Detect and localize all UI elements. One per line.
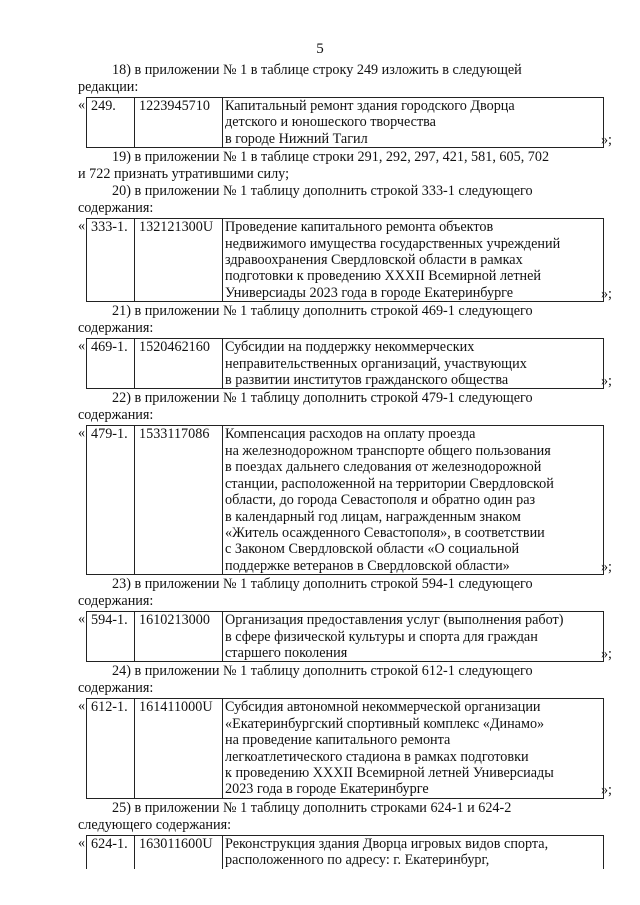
description-cell	[223, 339, 603, 388]
row-number-cell: 624-1.	[87, 836, 135, 869]
description-cell	[223, 219, 603, 301]
opening-quote: «	[78, 611, 86, 628]
table-row-insert	[78, 835, 612, 869]
opening-quote: «	[78, 97, 86, 113]
row-number-cell: 594-1.	[87, 612, 135, 661]
table-row	[86, 218, 604, 302]
description-line: на железнодорожном транспорте общего пользования	[225, 442, 551, 459]
paragraph: 21) в приложении № 1 таблицу дополнить строкой 469-1 следующего	[112, 303, 533, 320]
description-cell	[223, 98, 603, 147]
table-row	[86, 835, 604, 869]
table-row	[86, 425, 604, 575]
description-line: Компенсация расходов на оплату проезда	[225, 426, 476, 443]
target-code-cell: 1223945710	[135, 98, 223, 147]
opening-quote: «	[78, 338, 86, 355]
target-code-cell: 1610213000	[135, 612, 223, 661]
row-number-cell: 479-1.	[87, 426, 135, 574]
description-line: в городе Нижний Тагил	[225, 130, 368, 147]
opening-quote: «	[78, 425, 86, 442]
row-number-cell: 469-1.	[87, 339, 135, 388]
table-row-insert	[78, 425, 612, 575]
description-line: Капитальный ремонт здания городского Дворца	[225, 98, 515, 114]
opening-quote: «	[78, 834, 86, 851]
target-code-cell: 161411000U	[135, 699, 223, 797]
row-number-cell: 333-1.	[87, 219, 135, 301]
table-row-insert	[78, 97, 612, 148]
target-code-cell: 163011600U	[135, 836, 223, 869]
row-number-cell: 249.	[87, 98, 135, 147]
description-line: неправительственных организаций, участвующих	[225, 355, 527, 372]
document-body	[78, 62, 612, 870]
description-line: в поездах дальнего следования от железнодорожной	[225, 459, 542, 476]
description-line: 2023 года в городе Екатеринбурге	[225, 781, 429, 798]
closing-quote: »;	[600, 645, 612, 662]
paragraph: 25) в приложении № 1 таблицу дополнить строками 624-1 и 624-2	[112, 799, 512, 816]
paragraph: 24) в приложении № 1 таблицу дополнить строкой 612-1 следующего	[112, 663, 533, 680]
description-line: старшего поколения	[225, 644, 348, 661]
description-line: здравоохранения Свердловской области в рамках	[225, 252, 523, 269]
description-line: станции, расположенной на территории Свердловской	[225, 475, 554, 492]
description-line: «Житель осажденного Севастополя», в соответствии	[225, 524, 545, 541]
paragraph: 20) в приложении № 1 таблицу дополнить строкой 333-1 следующего	[112, 183, 533, 200]
paragraph: 22) в приложении № 1 таблицу дополнить строкой 479-1 следующего	[112, 390, 533, 407]
description-cell	[223, 836, 603, 869]
description-line: в сфере физической культуры и спорта для граждан	[225, 628, 538, 645]
opening-quote: «	[78, 698, 86, 715]
description-line: в календарный год лицам, награжденным знаком	[225, 508, 521, 525]
closing-quote: »;	[600, 131, 612, 148]
page-number: 5	[316, 41, 324, 57]
description-line: подготовки к проведению XXXII Всемирной летней	[225, 268, 542, 285]
description-line: Проведение капитального ремонта объектов	[225, 219, 494, 236]
closing-quote: »;	[600, 782, 612, 799]
description-line: к проведению XXXII Всемирной летней Универсиады	[225, 764, 554, 781]
paragraph-continuation: содержания:	[78, 593, 154, 610]
paragraph-continuation: содержания:	[78, 320, 154, 337]
paragraph: 23) в приложении № 1 таблицу дополнить строкой 594-1 следующего	[112, 576, 533, 593]
closing-quote: »;	[600, 373, 612, 390]
paragraph: 18) в приложении № 1 в таблице строку 249 изложить в следующей	[112, 62, 522, 78]
description-line: области, до города Севастополя и обратно один раз	[225, 492, 536, 509]
description-cell	[223, 699, 603, 797]
description-line: расположенного по адресу: г. Екатеринбург,	[225, 852, 490, 869]
description-line: Организация предоставления услуг (выполнения работ)	[225, 612, 564, 629]
paragraph-continuation: следующего содержания:	[78, 816, 232, 833]
target-code-cell: 1533117086	[135, 426, 223, 574]
table-row-insert	[78, 218, 612, 302]
table-row-insert	[78, 611, 612, 662]
row-number-cell: 612-1.	[87, 699, 135, 797]
paragraph-continuation: содержания:	[78, 200, 154, 217]
description-cell	[223, 612, 603, 661]
description-line: Субсидия автономной некоммерческой организации	[225, 699, 541, 716]
closing-quote: »;	[600, 285, 612, 302]
paragraph-continuation: редакции:	[78, 79, 139, 95]
table-row	[86, 611, 604, 662]
paragraph: 19) в приложении № 1 в таблице строки 291, 292, 297, 421, 581, 605, 702	[112, 149, 550, 166]
description-line: недвижимого имущества государственных учреждений	[225, 235, 561, 252]
paragraph-continuation: содержания:	[78, 407, 154, 424]
description-line: Универсиады 2023 года в городе Екатеринбурге	[225, 284, 514, 301]
description-line: поддержке ветеранов в Свердловской области»	[225, 557, 510, 574]
table-row	[86, 338, 604, 389]
description-line: в развитии институтов гражданского общества	[225, 372, 509, 389]
table-row-insert	[78, 338, 612, 389]
description-cell	[223, 426, 603, 574]
description-line: с Законом Свердловской области «О социальной	[225, 541, 520, 558]
closing-quote: »;	[600, 558, 612, 575]
paragraph-continuation: и 722 признать утратившими силу;	[78, 166, 290, 183]
table-row	[86, 97, 604, 148]
opening-quote: «	[78, 218, 86, 235]
target-code-cell: 132121300U	[135, 219, 223, 301]
target-code-cell: 1520462160	[135, 339, 223, 388]
table-row-insert	[78, 698, 612, 798]
description-line: детского и юношеского творчества	[225, 114, 436, 131]
description-line: «Екатеринбургский спортивный комплекс «Динамо»	[225, 715, 545, 732]
description-line: на проведение капитального ремонта	[225, 732, 451, 749]
description-line: Реконструкция здания Дворца игровых видов спорта,	[225, 835, 549, 852]
description-line: Субсидии на поддержку некоммерческих	[225, 339, 475, 356]
description-line: легкоатлетического стадиона в рамках подготовки	[225, 748, 529, 765]
table-row	[86, 698, 604, 798]
paragraph-continuation: содержания:	[78, 680, 154, 697]
